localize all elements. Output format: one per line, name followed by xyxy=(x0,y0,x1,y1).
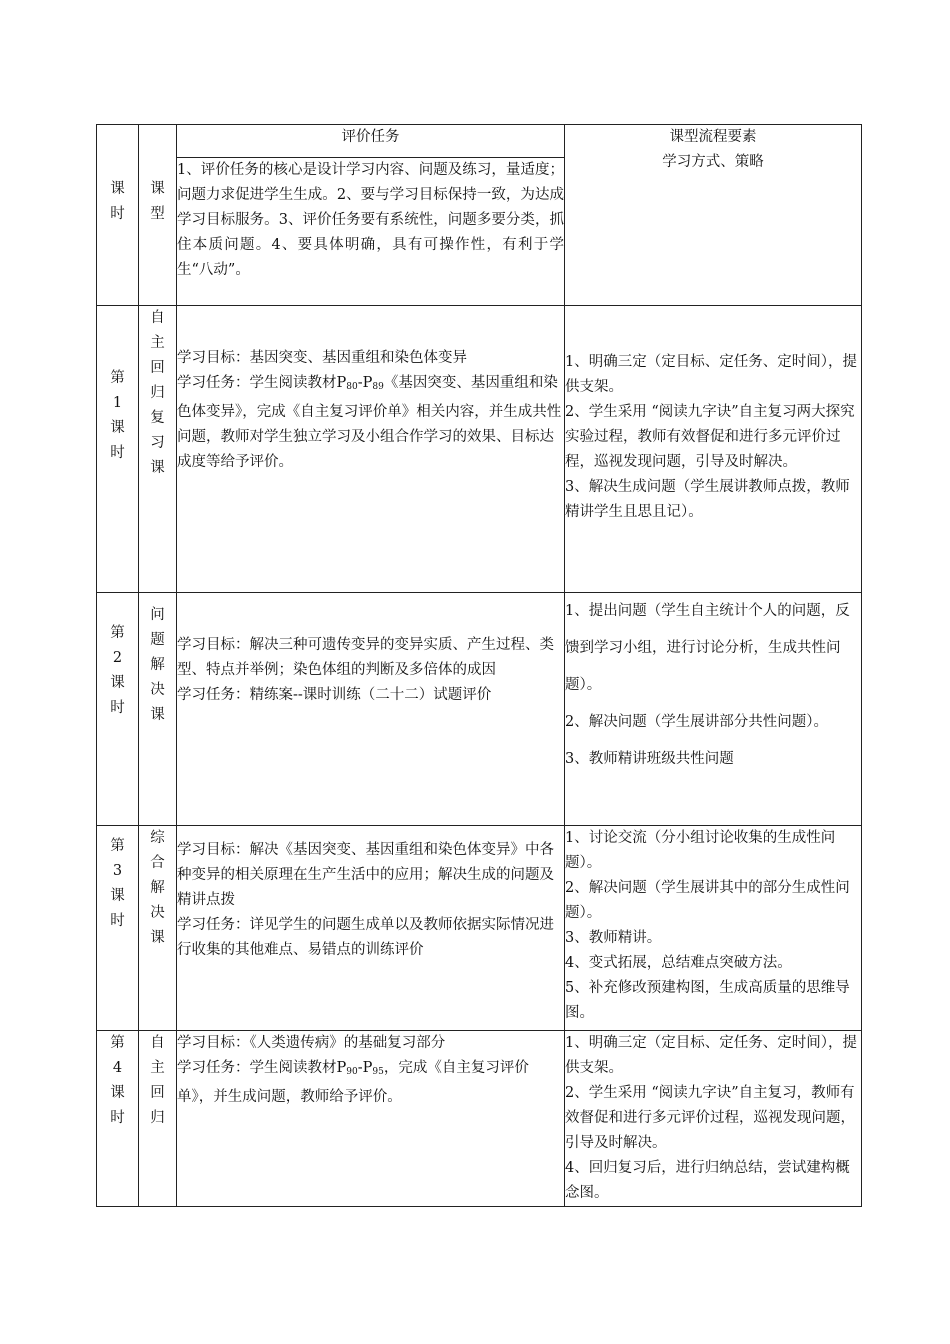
flow-title: 课型流程要素 xyxy=(669,129,757,145)
learning-goal: 学习目标：解决《基因突变、基因重组和染色体变异》中各种变异的相关原理在生产生活中的应用；解决生成的问题及精讲点拨 xyxy=(177,842,554,908)
lesson-plan-table xyxy=(96,124,862,1207)
learning-task: 学习任务：学生阅读教材$P_{80}-P_{89}$《基因突变、基因重组和染色体变异》，完成《自主复习评价单》相关内容，并生成共性问题，教师对学生独立学习及小组合作学习的效果、目标达成度等给予评价。 xyxy=(177,375,562,470)
learning-task: 学习任务：学生阅读教材$P_{90}-P_{95}$，完成《自主复习评价单》，并生成问题，教师给予评价。 xyxy=(177,1060,529,1105)
flow-header xyxy=(565,125,862,306)
flow-cell: 1、提出问题（学生自主统计个人的问题，反馈到学习小组，进行讨论分析，生成共性问题）。 2、解决问题（学生展讲部分共性问题）。 3、教师精讲班级共性问题 xyxy=(565,593,862,826)
header-lesson: 课 时 xyxy=(97,125,139,306)
lesson-cell: 第 2 课 时 xyxy=(97,593,139,826)
task-cell xyxy=(177,306,565,593)
lesson-cell: 第 1 课 时 xyxy=(97,306,139,593)
lesson-row xyxy=(97,1031,862,1207)
header-type: 课 型 xyxy=(139,125,177,306)
lesson-cell: 第 4 课 时 xyxy=(97,1031,139,1207)
flow-subtitle: 学习方式、策略 xyxy=(662,154,764,170)
flow-cell: 1、讨论交流（分小组讨论收集的生成性问题）。 2、解决问题（学生展讲其中的部分生成性问题）。 3、教师精讲。 4、变式拓展，总结难点突破方法。 5、补充修改预建构图，生成高质量的思维导图。 xyxy=(565,826,862,1031)
type-cell: 自 主 回 归 xyxy=(139,1031,177,1207)
flow-cell: 1、明确三定（定目标、定任务、定时间），提供支架。 2、学生采用 “阅读九字诀”自主复习，教师有效督促和进行多元评价过程，巡视发现问题，引导及时解决。 4、回归复习后，进行归纳总结，尝试建构概念图。 xyxy=(565,1031,862,1207)
learning-goal: 学习目标：《人类遗传病》的基础复习部分 xyxy=(177,1035,446,1051)
lesson-row xyxy=(97,306,862,593)
learning-task: 学习任务：精练案--课时训练（二十二）试题评价 xyxy=(177,687,492,703)
lesson-row xyxy=(97,593,862,826)
learning-task: 学习任务：详见学生的问题生成单以及教师依据实际情况进行收集的其他难点、易错点的训练评价 xyxy=(177,917,554,958)
type-cell: 问 题 解 决 课 xyxy=(139,593,177,826)
lesson-cell: 第 3 课 时 xyxy=(97,826,139,1031)
flow-cell: 1、明确三定（定目标、定任务、定时间），提供支架。 2、学生采用 “阅读九字诀”自主复习两大探究实验过程，教师有效督促和进行多元评价过程，巡视发现问题，引导及时解决。 3、解决生成问题（学生展讲教师点拨，教师精讲学生且思且记）。 xyxy=(565,306,862,593)
eval-title: 评价任务 xyxy=(177,125,565,158)
type-cell: 自 主 回 归 复 习 课 xyxy=(139,306,177,593)
header-row xyxy=(97,125,862,158)
type-cell: 综 合 解 决 课 xyxy=(139,826,177,1031)
learning-goal: 学习目标：基因突变、基因重组和染色体变异 xyxy=(177,350,467,366)
task-cell xyxy=(177,1031,565,1207)
learning-goal: 学习目标：解决三种可遗传变异的变异实质、产生过程、类型、特点并举例；染色体组的判断及多倍体的成因 xyxy=(177,637,554,678)
eval-description: 1、评价任务的核心是设计学习内容、问题及练习，量适度；问题力求促进学生生成。2、要与学习目标保持一致，为达成学习目标服务。3、评价任务要有系统性，问题多要分类，抓住本质问题。4、要具体明确，具有可操作性，有利于学生“八动”。 xyxy=(177,158,565,306)
task-cell xyxy=(177,826,565,1031)
lesson-row xyxy=(97,826,862,1031)
task-cell xyxy=(177,593,565,826)
